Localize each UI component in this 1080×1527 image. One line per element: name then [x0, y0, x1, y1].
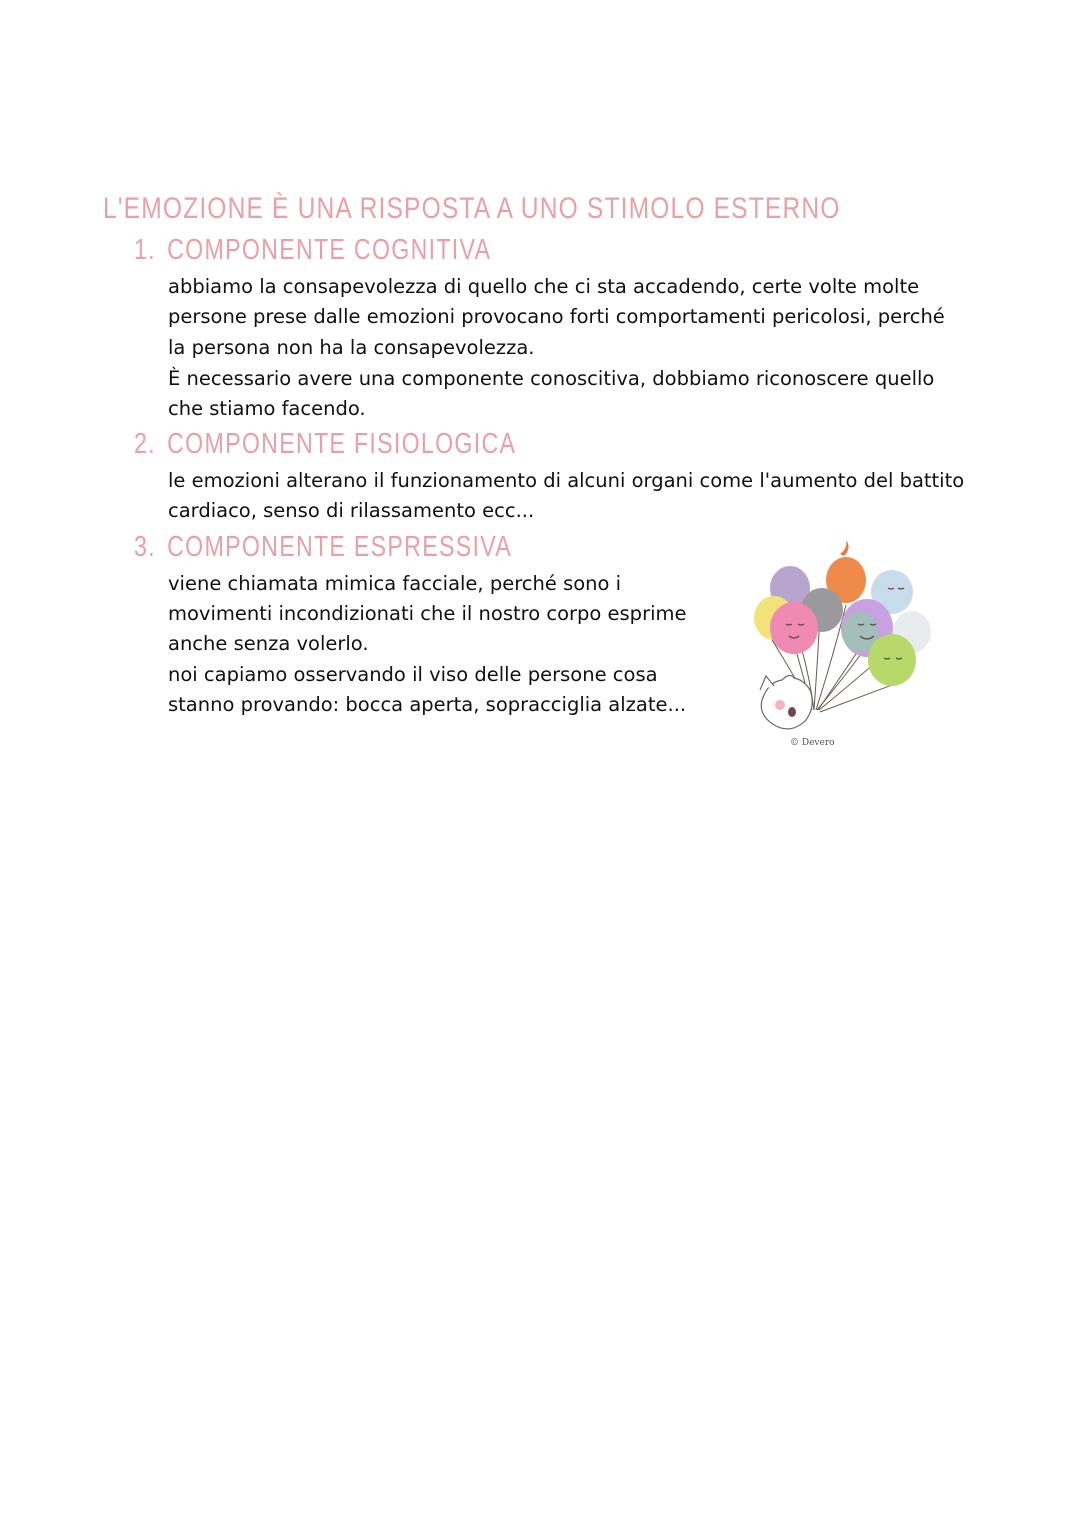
- paragraph-line: movimenti incondizionati che il nostro corpo esprime: [168, 602, 687, 625]
- section-heading-cognitiva: [134, 234, 491, 267]
- paragraph-line: noi capiamo osservando il viso delle persone cosa: [168, 663, 658, 686]
- balloons-icon: [742, 540, 938, 752]
- section-heading-espressiva: [134, 531, 512, 564]
- paragraph-line: persone prese dalle emozioni provocano forti comportamenti pericolosi, perché: [168, 305, 945, 328]
- paragraph-line: È necessario avere una componente conoscitiva, dobbiamo riconoscere quello: [168, 367, 935, 390]
- section-number: 2.: [134, 428, 156, 460]
- section-title: COMPONENTE COGNITIVA: [167, 234, 492, 266]
- section-title: COMPONENTE ESPRESSIVA: [167, 531, 512, 563]
- paragraph-line: stanno provando: bocca aperta, sopracciglia alzate...: [168, 693, 687, 716]
- paragraph-line: che stiamo facendo.: [168, 397, 366, 420]
- paragraph-line: le emozioni alterano il funzionamento di alcuni organi come l'aumento del battito: [168, 469, 965, 492]
- paragraph-line: la persona non ha la consapevolezza.: [168, 336, 535, 359]
- section-number: 3.: [134, 531, 156, 563]
- paragraph-line: abbiamo la consapevolezza di quello che ci sta accadendo, certe volte molte: [168, 275, 920, 298]
- paragraph-line: anche senza volerlo.: [168, 632, 369, 655]
- section-number: 1.: [134, 234, 156, 266]
- page-title: L'EMOZIONE È UNA RISPOSTA A UNO STIMOLO ESTERNO: [103, 192, 841, 225]
- section-title: COMPONENTE FISIOLOGICA: [167, 428, 517, 460]
- section-heading-fisiologica: [134, 428, 516, 461]
- paragraph-line: cardiaco, senso di rilassamento ecc...: [168, 499, 535, 522]
- illustration-watermark: © Devero: [790, 738, 835, 748]
- paragraph-line: viene chiamata mimica facciale, perché sono i: [168, 572, 622, 595]
- balloons-illustration: [742, 540, 938, 752]
